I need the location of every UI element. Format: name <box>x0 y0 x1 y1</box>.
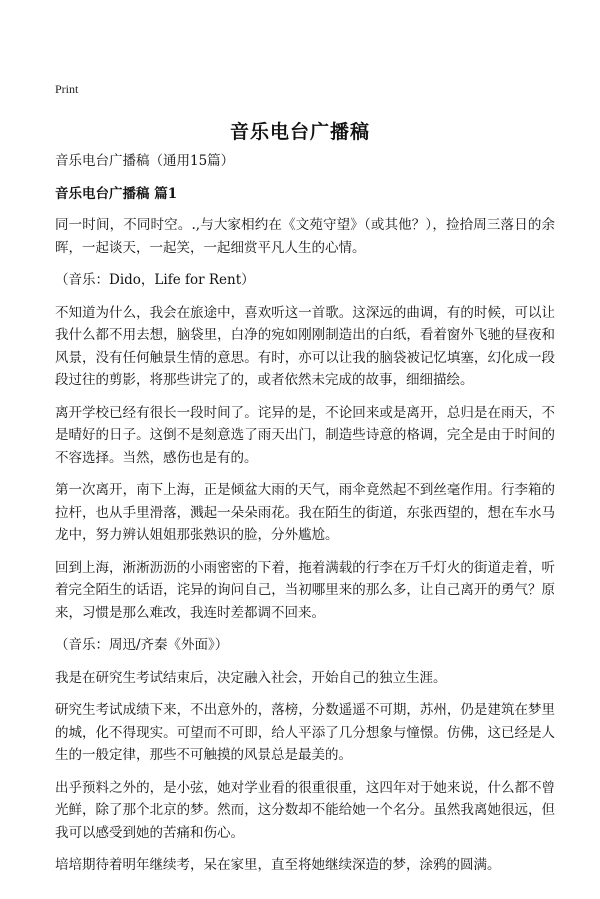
paragraph: 我是在研究生考试结束后，决定融入社会，开始自己的独立生涯。 <box>55 669 447 686</box>
paragraph: 出乎预料之外的，是小弦，她对学业看的很重很重，这四年对于她来说，什么都不曾光鲜，除了那个北京的梦。然而，这分数却不能给她一个名分。虽然我离她很远，但我可以感受到她的苦痛和伤心。 <box>55 779 555 841</box>
paragraph: 同一时间，不同时空。.,与大家相约在《文苑守望》（或其他？），捡拾周三落日的余晖，一起谈天，一起笑，一起细赏平凡人生的心情。 <box>55 217 555 256</box>
paragraph: 第一次离开，南下上海，正是倾盆大雨的天气，雨伞竟然起不到丝毫作用。行李箱的拉杆，也从手里滑落，溅起一朵朵雨花。我在陌生的街道，东张西望的，想在车水马龙中，努力辨认姐姐那张熟识的脸，分外尴尬。 <box>55 482 555 543</box>
paragraph: 研究生考试成绩下来，不出意外的，落榜，分数遥遥不可期，苏州，仍是建筑在梦里的城，化不得现实。可望而不可即，给人平添了几分想象与憧憬。仿佛，这已经是人生的一般定律，那些不可触摸的风景总是最美的。 <box>55 702 555 763</box>
paragraph: 离开学校已经有很长一段时间了。诧异的是，不论回来或是离开，总归是在雨天，不是晴好的日子。这倒不是刻意选了雨天出门，制造些诗意的格调，完全是由于时间的不容选择。当然，感伤也是有的。 <box>55 404 555 466</box>
paragraph: 回到上海，淅淅沥沥的小雨密密的下着，拖着满载的行李在万千灯火的街道走着，听着完全陌生的话语，诧异的询问自己，当初哪里来的那么多，让自己离开的勇气？原来，习惯是那么难改，我连时差都调不回来。 <box>55 559 555 621</box>
music-note: （音乐：Dido，Life for Rent） <box>55 272 255 288</box>
section-heading: 音乐电台广播稿 篇1 <box>55 185 178 202</box>
paragraph: 培培期待着明年继续考，呆在家里，直至将她继续深造的梦，涂鸦的圆满。 <box>55 857 501 873</box>
document-subtitle: 音乐电台广播稿（通用15篇） <box>55 153 235 169</box>
music-note: （音乐：周迅/齐秦《外面》） <box>55 637 229 653</box>
paragraph: 不知道为什么，我会在旅途中，喜欢听这一首歌。这深远的曲调，有的时候，可以让我什么都不用去想，脑袋里，白净的宛如刚刚制造出的白纸，看着窗外飞驰的昼夜和风景，没有任何触景生情的意思。有时，亦可以让我的脑袋被记忆填塞，幻化成一段段过往的剪影，将那些讲完了的，或者依然未完成的故事，细细描绘。 <box>55 304 555 388</box>
document-body <box>55 150 555 887</box>
print-label: Print <box>55 82 79 96</box>
document-title: 音乐电台广播稿 <box>229 121 370 143</box>
